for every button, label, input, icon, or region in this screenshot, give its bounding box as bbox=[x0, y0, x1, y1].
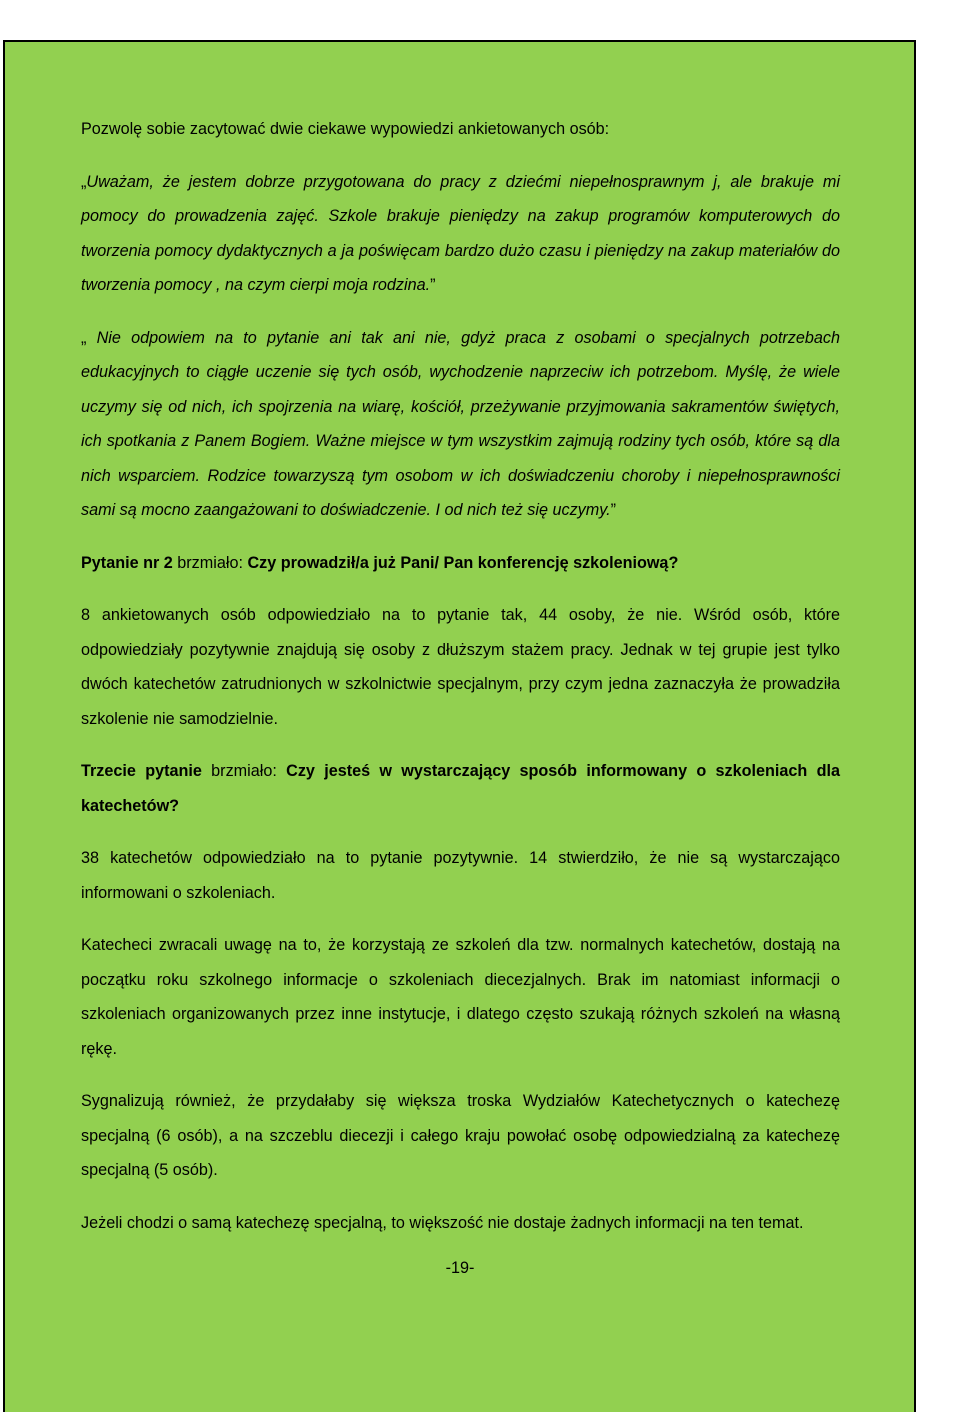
quote-2-close-mark: ” bbox=[610, 501, 617, 519]
document-body bbox=[81, 112, 840, 1240]
page-number: -19- bbox=[445, 1259, 475, 1277]
intro-paragraph: Pozwolę sobie zacytować dwie ciekawe wypowiedzi ankietowanych osób: bbox=[81, 120, 610, 138]
question-3-verb: brzmiało: bbox=[201, 762, 287, 780]
quote-1-open-mark: „ bbox=[81, 172, 87, 191]
question-3-label: Trzecie pytanie bbox=[81, 762, 202, 780]
quote-1-text: Uważam, że jestem dobrze przygotowana do pracy z dziećmi niepełnosprawnym j, ale brakuje mi pomocy do prowadzenia zajęć. Szkole brakuje pieniędzy na zakup programów komputerowych do tworzenia pomocy dydaktycznych a ja poświęcam bardzo dużo czasu i pieniędzy na zakup materiałów do tworzenia pomocy , na czym cierpi moja rodzina. bbox=[81, 172, 840, 294]
question-3 bbox=[81, 754, 840, 823]
quote-2 bbox=[81, 321, 840, 528]
quote-1-close-mark: ” bbox=[430, 276, 436, 294]
sygnalizuja-paragraph: Sygnalizują również, że przydałaby się większa troska Wydziałów Katechetycznych o katechezę specjalną (6 osób), a na szczeblu diecezji i całego kraju powołać osobę odpowiedzialną za katechezę specjalną (5 osób). bbox=[81, 1092, 840, 1179]
question-2-verb: brzmiało: bbox=[172, 553, 248, 572]
question-2 bbox=[81, 546, 840, 581]
answer-2-paragraph: 8 ankietowanych osób odpowiedziało na to pytanie tak, 44 osoby, że nie. Wśród osób, które odpowiedziały pozytywnie znajdują się osoby z dłuższym stażem pracy. Jednak w tej grupie jest tylko dwóch katechetów zatrudnionych w szkolnictwie specjalnym, przy czym jedna zaznaczyła że prowadziła szkolenie nie samodzielnie. bbox=[81, 606, 840, 728]
answer-3-paragraph: 38 katechetów odpowiedziało na to pytanie pozytywnie. 14 stwierdziło, że nie są wystarczająco informowani o szkoleniach. bbox=[81, 849, 840, 902]
quote-1 bbox=[81, 165, 840, 303]
quote-2-text: Nie odpowiem na to pytanie ani tak ani nie, gdyż praca z osobami o specjalnych potrzebach edukacyjnych to ciągłe uczenie się tych osób, wychodzenie naprzeciw ich potrzebom. Myślę, że wiele uczymy się od nich, ich spojrzenia na wiarę, kościół, przeżywanie przyjmowania sakramentów świętych, ich spotkania z Panem Bogiem. Ważne miejsce w tym wszystkim zajmują rodziny tych osób, które są dla nich wsparciem. Rodzice towarzyszą tym osobom w ich doświadczeniu choroby i niepełnosprawności sami są mocno zaangażowani to doświadczenie. I od nich też się uczymy. bbox=[81, 328, 841, 519]
question-2-label: Pytanie nr 2 bbox=[81, 553, 173, 572]
jezeli-paragraph: Jeżeli chodzi o samą katechezę specjalną, to większość nie dostaje żadnych informacji na ten temat. bbox=[81, 1213, 804, 1232]
question-3-text: Czy jesteś w wystarczający sposób informowany o szkoleniach dla katechetów? bbox=[81, 762, 841, 815]
katecheci-paragraph: Katecheci zwracali uwagę na to, że korzystają ze szkoleń dla tzw. normalnych katechetów, dostają na początku roku szkolnego informacje o szkoleniach diecezjalnych. Brak im natomiast informacji o szkoleniach organizowanych przez inne instytucje, i dlatego często szukają różnych szkoleń na własną rękę. bbox=[81, 936, 840, 1058]
question-2-text: Czy prowadził/a już Pani/ Pan konferencję szkoleniową? bbox=[247, 553, 679, 572]
quote-2-open-mark: „ bbox=[81, 328, 87, 347]
